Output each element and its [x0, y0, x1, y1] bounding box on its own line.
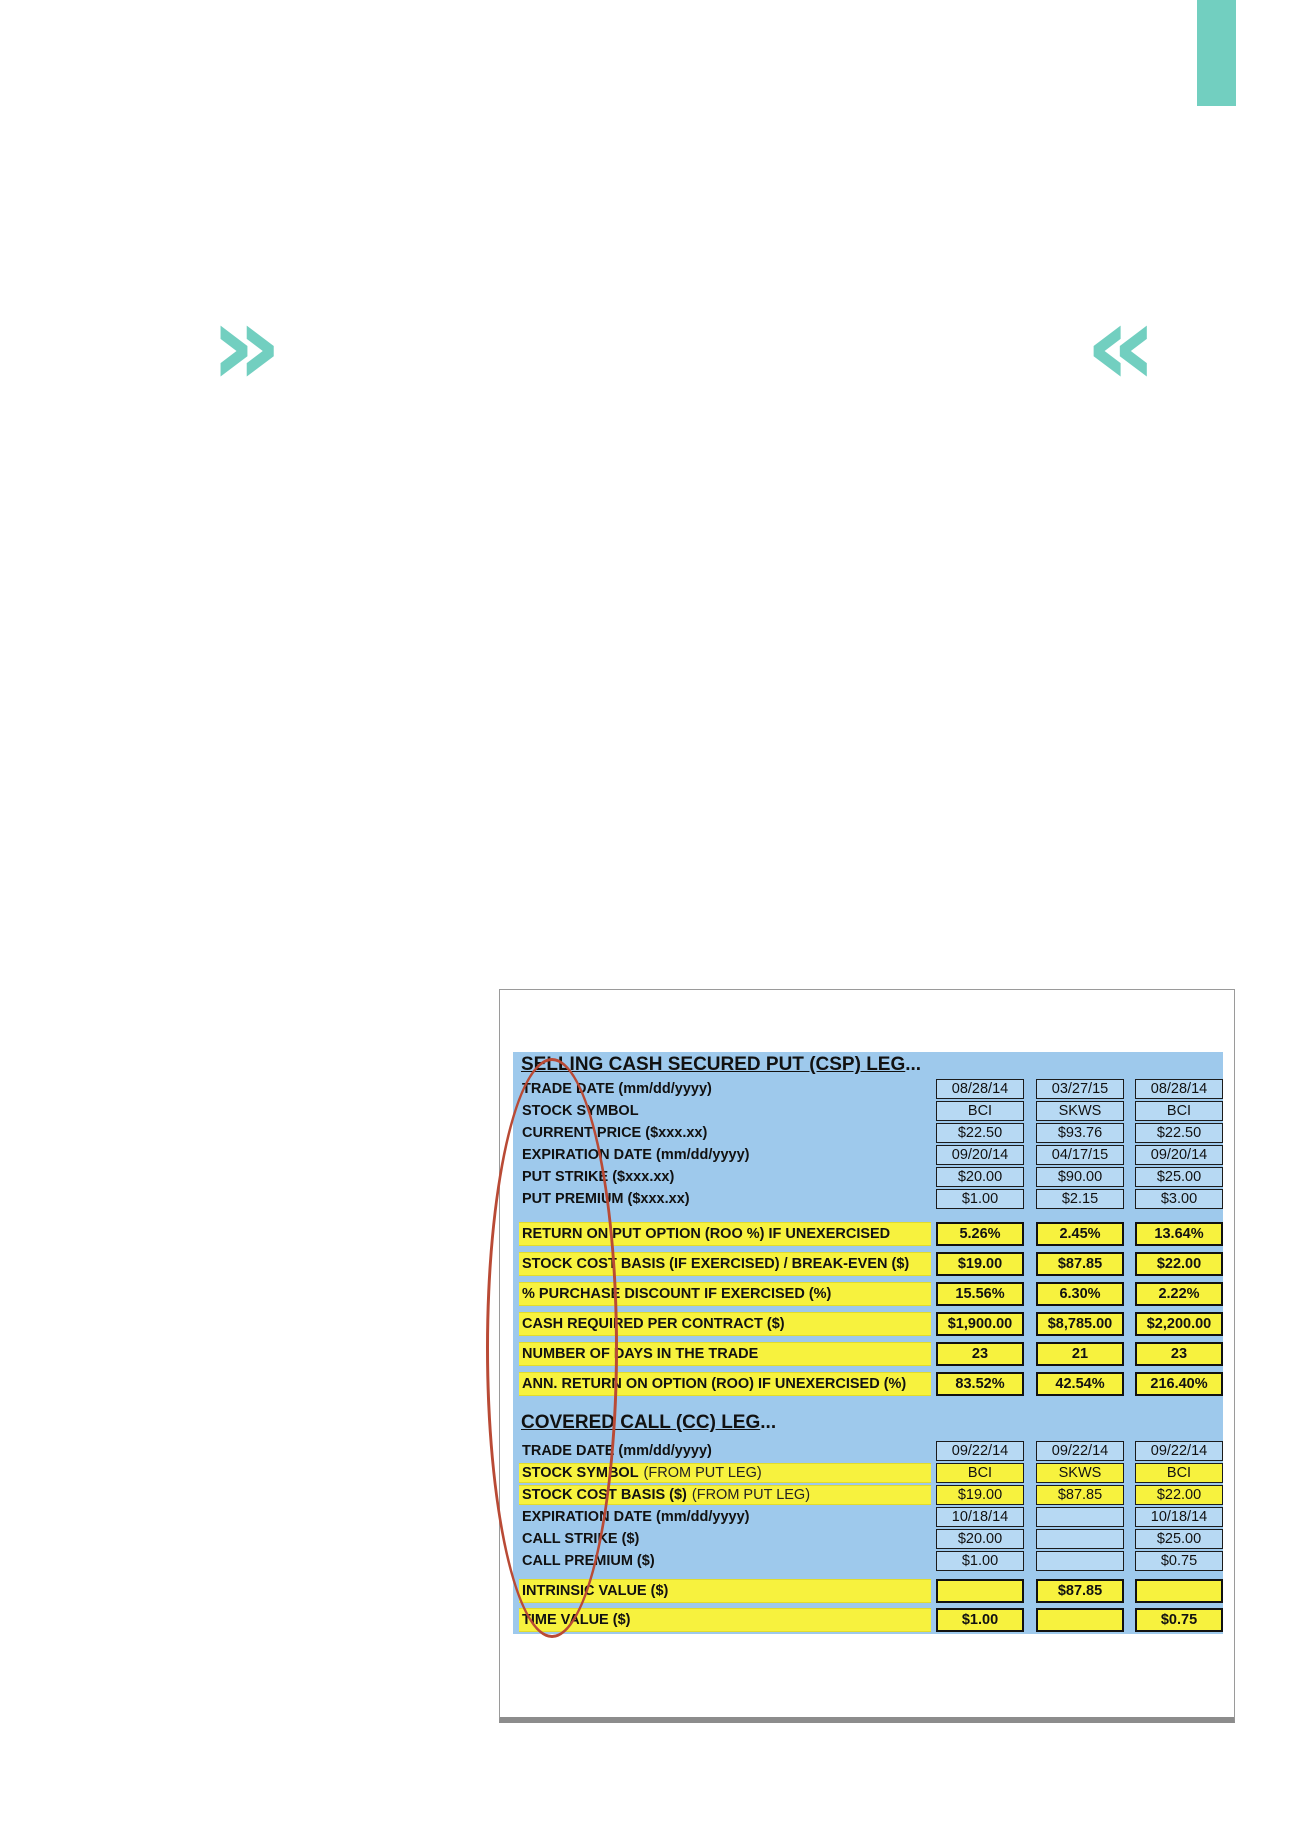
value-cell[interactable]: 04/17/15 — [1036, 1145, 1124, 1165]
value-cell: BCI — [936, 1463, 1024, 1483]
result-cell: 5.26% — [936, 1222, 1024, 1246]
row-label — [519, 1529, 931, 1549]
row-label: PUT STRIKE ($xxx.xx) — [522, 1169, 675, 1185]
row-label — [519, 1485, 931, 1505]
result-cell: $19.00 — [936, 1252, 1024, 1276]
row-label — [519, 1463, 931, 1483]
value-cell[interactable]: $20.00 — [936, 1167, 1024, 1187]
pull-quote-close-mark: « — [1085, 281, 1158, 411]
result-cell: 83.52% — [936, 1372, 1024, 1396]
csp-title-suffix: ... — [905, 1054, 922, 1075]
row-label-text: TRADE DATE (mm/dd/yyyy) — [522, 1443, 712, 1459]
value-cell[interactable]: 08/28/14 — [1135, 1079, 1223, 1099]
result-cell: 216.40% — [1135, 1372, 1223, 1396]
result-cell: 15.56% — [936, 1282, 1024, 1306]
row-label-note: (FROM PUT LEG) — [643, 1465, 762, 1481]
spreadsheet-screenshot — [513, 1052, 1223, 1634]
value-cell[interactable]: 10/18/14 — [936, 1507, 1024, 1527]
pull-quote-open-mark: » — [210, 281, 283, 411]
value-cell[interactable]: $3.00 — [1135, 1189, 1223, 1209]
value-cell[interactable]: 03/27/15 — [1036, 1079, 1124, 1099]
result-cell: $1,900.00 — [936, 1312, 1024, 1336]
value-cell[interactable]: $2.15 — [1036, 1189, 1124, 1209]
row-label: INTRINSIC VALUE ($) — [519, 1579, 931, 1603]
csp-title-text: SELLING CASH SECURED PUT (CSP) LEG — [521, 1054, 906, 1075]
value-cell[interactable]: $0.75 — [1135, 1551, 1223, 1571]
result-cell: $87.85 — [1036, 1252, 1124, 1276]
row-label-text: STOCK SYMBOL — [522, 1465, 639, 1481]
value-cell[interactable]: $22.50 — [1135, 1123, 1223, 1143]
row-label: PUT PREMIUM ($xxx.xx) — [522, 1191, 690, 1207]
result-cell: $2,200.00 — [1135, 1312, 1223, 1336]
value-cell[interactable] — [1036, 1551, 1124, 1571]
row-label-text: EXPIRATION DATE (mm/dd/yyyy) — [522, 1509, 750, 1525]
value-cell[interactable]: $1.00 — [936, 1551, 1024, 1571]
row-label: CURRENT PRICE ($xxx.xx) — [522, 1125, 708, 1141]
value-cell: $87.85 — [1036, 1485, 1124, 1505]
result-cell: 6.30% — [1036, 1282, 1124, 1306]
cc-title-suffix: ... — [760, 1412, 777, 1433]
result-cell: 13.64% — [1135, 1222, 1223, 1246]
value-cell: $19.00 — [936, 1485, 1024, 1505]
value-cell[interactable]: $1.00 — [936, 1189, 1024, 1209]
value-cell[interactable]: SKWS — [1036, 1101, 1124, 1121]
row-label: STOCK COST BASIS (IF EXERCISED) / BREAK-EVEN ($) — [519, 1252, 931, 1276]
result-cell: $0.75 — [1135, 1608, 1223, 1632]
value-cell[interactable]: $20.00 — [936, 1529, 1024, 1549]
row-label — [519, 1507, 931, 1527]
value-cell[interactable]: 09/20/14 — [936, 1145, 1024, 1165]
value-cell[interactable] — [1036, 1507, 1124, 1527]
value-cell[interactable]: 10/18/14 — [1135, 1507, 1223, 1527]
result-cell: 21 — [1036, 1342, 1124, 1366]
value-cell[interactable]: BCI — [1135, 1101, 1223, 1121]
row-label-text: CALL PREMIUM ($) — [522, 1553, 655, 1569]
value-cell[interactable]: 09/22/14 — [1135, 1441, 1223, 1461]
result-cell — [1036, 1608, 1124, 1632]
value-cell[interactable]: BCI — [936, 1101, 1024, 1121]
result-cell: 23 — [1135, 1342, 1223, 1366]
row-label-text: STOCK COST BASIS ($) — [522, 1487, 687, 1503]
value-cell[interactable]: $25.00 — [1135, 1529, 1223, 1549]
row-label: TIME VALUE ($) — [519, 1608, 931, 1632]
cc-section-title — [521, 1412, 776, 1434]
value-cell[interactable]: $93.76 — [1036, 1123, 1124, 1143]
row-label: CASH REQUIRED PER CONTRACT ($) — [519, 1312, 931, 1336]
row-label: EXPIRATION DATE (mm/dd/yyyy) — [522, 1147, 750, 1163]
value-cell: $22.00 — [1135, 1485, 1223, 1505]
row-label: NUMBER OF DAYS IN THE TRADE — [519, 1342, 931, 1366]
value-cell[interactable]: $90.00 — [1036, 1167, 1124, 1187]
value-cell[interactable]: 09/22/14 — [936, 1441, 1024, 1461]
value-cell[interactable]: 08/28/14 — [936, 1079, 1024, 1099]
cc-title-text: COVERED CALL (CC) LEG — [521, 1412, 761, 1433]
result-cell — [936, 1579, 1024, 1603]
csp-section-title — [521, 1054, 921, 1076]
value-cell[interactable]: 09/22/14 — [1036, 1441, 1124, 1461]
figure-frame — [499, 989, 1235, 1723]
row-label — [519, 1441, 931, 1461]
value-cell[interactable]: $22.50 — [936, 1123, 1024, 1143]
row-label: STOCK SYMBOL — [522, 1103, 639, 1119]
row-label: % PURCHASE DISCOUNT IF EXERCISED (%) — [519, 1282, 931, 1306]
result-cell: 42.54% — [1036, 1372, 1124, 1396]
result-cell: 2.45% — [1036, 1222, 1124, 1246]
result-cell: $22.00 — [1135, 1252, 1223, 1276]
row-label: TRADE DATE (mm/dd/yyyy) — [522, 1081, 712, 1097]
row-label: ANN. RETURN ON OPTION (ROO) IF UNEXERCISED (%) — [519, 1372, 931, 1396]
row-label: RETURN ON PUT OPTION (ROO %) IF UNEXERCISED — [519, 1222, 931, 1246]
result-cell — [1135, 1579, 1223, 1603]
result-cell: $8,785.00 — [1036, 1312, 1124, 1336]
page-tab-marker — [1197, 0, 1236, 106]
value-cell[interactable] — [1036, 1529, 1124, 1549]
value-cell: SKWS — [1036, 1463, 1124, 1483]
row-label — [519, 1551, 931, 1571]
value-cell[interactable]: 09/20/14 — [1135, 1145, 1223, 1165]
result-cell: 2.22% — [1135, 1282, 1223, 1306]
value-cell: BCI — [1135, 1463, 1223, 1483]
result-cell: $1.00 — [936, 1608, 1024, 1632]
value-cell[interactable]: $25.00 — [1135, 1167, 1223, 1187]
row-label-note: (FROM PUT LEG) — [691, 1487, 811, 1503]
result-cell: $87.85 — [1036, 1579, 1124, 1603]
result-cell: 23 — [936, 1342, 1024, 1366]
row-label-text: CALL STRIKE ($) — [522, 1531, 640, 1547]
